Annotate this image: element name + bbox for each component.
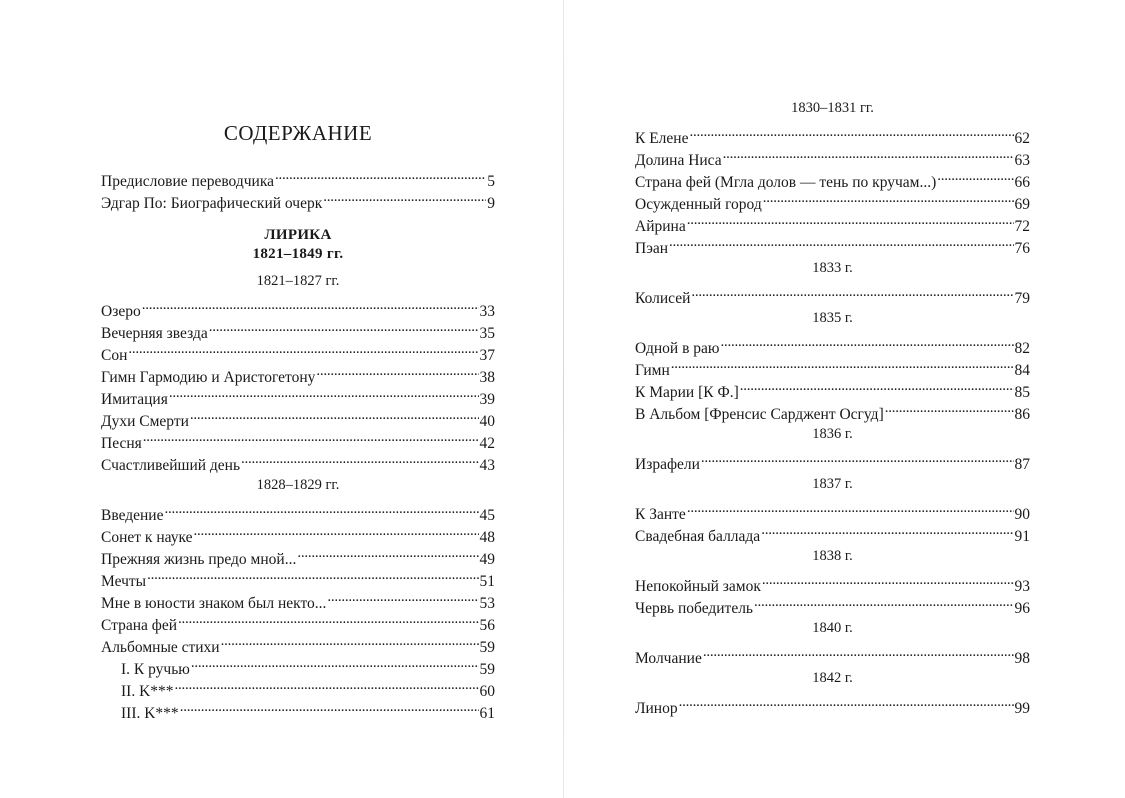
year-heading: 1836 г.: [812, 426, 853, 442]
toc-group-1838: [635, 569, 1030, 617]
front-matter-list: [101, 164, 495, 212]
entry-title: Израфели: [635, 456, 700, 473]
entry-title: Вечерняя звезда: [101, 325, 208, 342]
entry-title: II. K***: [121, 683, 174, 700]
entry-title: Гимн: [635, 362, 670, 379]
entry-page: 38: [479, 369, 495, 386]
toc-entry[interactable]: [635, 691, 1030, 717]
entry-title: Альбомные стихи: [101, 639, 220, 656]
leader-dots: [323, 186, 486, 208]
entry-title: Духи Смерти: [101, 413, 189, 430]
leader-dots: [180, 696, 479, 718]
toc-group-1842: [635, 691, 1030, 717]
toc-entry[interactable]: [101, 360, 495, 386]
contents-title: СОДЕРЖАНИЕ: [223, 121, 373, 145]
leader-dots: [691, 281, 1013, 303]
leader-dots: [209, 316, 479, 338]
entry-page: 33: [479, 303, 495, 320]
leader-dots: [671, 353, 1014, 375]
leader-dots: [763, 187, 1014, 209]
leader-dots: [689, 121, 1013, 143]
toc-group-1837: [635, 497, 1030, 545]
entry-page: 82: [1014, 340, 1030, 357]
entry-title: Прежняя жизнь предо мной...: [101, 551, 297, 568]
section-years: 1821–1849 гг.: [252, 246, 344, 262]
entry-title: Айрина: [635, 218, 686, 235]
entry-title: Свадебная баллада: [635, 528, 761, 545]
toc-group-1840: [635, 641, 1030, 667]
leader-dots: [193, 520, 478, 542]
entry-title: Эдгар По: Биографический очерк: [101, 195, 323, 212]
entry-page: 5: [487, 173, 495, 190]
entry-page: 69: [1014, 196, 1030, 213]
leader-dots: [687, 209, 1014, 231]
entry-page: 35: [479, 325, 495, 342]
leader-dots: [327, 586, 478, 608]
entry-page: 85: [1014, 384, 1030, 401]
entry-page: 86: [1014, 406, 1030, 423]
entry-title: Мечты: [101, 573, 147, 590]
year-heading: 1840 г.: [812, 620, 853, 636]
entry-title: III. K***: [121, 705, 179, 722]
year-heading: 1838 г.: [812, 548, 853, 564]
leader-dots: [740, 375, 1014, 397]
entry-page: 63: [1014, 152, 1030, 169]
leader-dots: [762, 569, 1014, 591]
entry-title: Сон: [101, 347, 128, 364]
section-heading: ЛИРИКА: [264, 227, 332, 243]
leader-dots: [937, 165, 1013, 187]
year-heading: 1828–1829 гг.: [256, 477, 340, 493]
toc-entry[interactable]: [101, 564, 495, 590]
year-heading: 1835 г.: [812, 310, 853, 326]
leader-dots: [316, 360, 478, 382]
entry-page: 91: [1014, 528, 1030, 545]
entry-page: 93: [1014, 578, 1030, 595]
toc-entry[interactable]: [635, 641, 1030, 667]
toc-entry[interactable]: [635, 281, 1030, 307]
toc-group-1821-1827: [101, 294, 495, 474]
year-heading: 1830–1831 гг.: [791, 100, 874, 116]
entry-page: 84: [1014, 362, 1030, 379]
entry-page: 49: [479, 551, 495, 568]
entry-title: Счастливейший день: [101, 457, 241, 474]
toc-entry[interactable]: [101, 316, 495, 342]
entry-page: 79: [1014, 290, 1030, 307]
entry-title: В Альбом [Френсис Сарджент Осгуд]: [635, 406, 884, 423]
toc-group-1828-1829: [101, 498, 495, 722]
toc-entry[interactable]: [101, 164, 495, 190]
leader-dots: [723, 143, 1014, 165]
entry-title: К Занте: [635, 506, 686, 523]
leader-dots: [128, 338, 478, 360]
leader-dots: [754, 591, 1013, 613]
entry-page: 51: [479, 573, 495, 590]
entry-title: Червь победитель: [635, 600, 754, 617]
toc-entry[interactable]: [101, 448, 495, 474]
leader-dots: [142, 294, 479, 316]
toc-group-1835: [635, 331, 1030, 423]
leader-dots: [297, 542, 478, 564]
leader-dots: [147, 564, 478, 586]
entry-page: 53: [479, 595, 495, 612]
leader-dots: [701, 447, 1014, 469]
entry-page: 45: [479, 507, 495, 524]
entry-title: Одной в раю: [635, 340, 720, 357]
entry-title: Мне в юности знаком был некто...: [101, 595, 327, 612]
entry-page: 96: [1014, 600, 1030, 617]
entry-page: 42: [479, 435, 495, 452]
entry-title: Введение: [101, 507, 164, 524]
entry-page: 9: [487, 195, 495, 212]
leader-dots: [191, 652, 479, 674]
entry-title: Гимн Гармодию и Аристогетону: [101, 369, 316, 386]
entry-page: 99: [1014, 700, 1030, 717]
year-heading: 1833 г.: [812, 260, 853, 276]
entry-page: 90: [1014, 506, 1030, 523]
toc-entry[interactable]: [635, 519, 1030, 545]
leader-dots: [885, 397, 1014, 419]
entry-page: 39: [479, 391, 495, 408]
entry-page: 76: [1014, 240, 1030, 257]
leader-dots: [241, 448, 478, 470]
entry-title: К Елене: [635, 130, 689, 147]
entry-page: 66: [1014, 174, 1030, 191]
leader-dots: [679, 691, 1014, 713]
leader-dots: [178, 608, 479, 630]
toc-entry[interactable]: [635, 353, 1030, 379]
entry-title: Страна фей: [101, 617, 177, 634]
toc-entry[interactable]: [635, 569, 1030, 595]
entry-page: 56: [479, 617, 495, 634]
entry-page: 61: [479, 705, 495, 722]
entry-title: Имитация: [101, 391, 168, 408]
toc-entry[interactable]: [635, 331, 1030, 357]
leader-dots: [143, 426, 479, 448]
entry-title: Долина Ниса: [635, 152, 722, 169]
toc-entry[interactable]: [101, 586, 495, 612]
toc-group-1836: [635, 447, 1030, 473]
leader-dots: [190, 404, 479, 426]
toc-entry[interactable]: [635, 209, 1030, 235]
year-heading: 1842 г.: [812, 670, 853, 686]
right-page: [635, 93, 1030, 717]
entry-title: Сонет к науке: [101, 529, 193, 546]
leader-dots: [721, 331, 1014, 353]
entry-page: 87: [1014, 456, 1030, 473]
entry-page: 72: [1014, 218, 1030, 235]
entry-title: Непокойный замок: [635, 578, 761, 595]
toc-entry[interactable]: [635, 121, 1030, 147]
leader-dots: [761, 519, 1013, 541]
leader-dots: [687, 497, 1014, 519]
entry-page: 98: [1014, 650, 1030, 667]
page-gutter: [563, 0, 564, 798]
year-heading: 1837 г.: [812, 476, 853, 492]
entry-title: Озеро: [101, 303, 141, 320]
toc-entry[interactable]: [101, 498, 495, 524]
entry-title: Молчание: [635, 650, 702, 667]
toc-entry[interactable]: [635, 497, 1030, 523]
entry-title: Предисловие переводчика: [101, 173, 275, 190]
toc-entry[interactable]: [635, 375, 1030, 401]
entry-page: 59: [479, 661, 495, 678]
leader-dots: [221, 630, 479, 652]
leader-dots: [703, 641, 1014, 663]
toc-entry[interactable]: [635, 231, 1030, 257]
leader-dots: [669, 231, 1013, 253]
entry-title: I. К ручью: [121, 661, 190, 678]
entry-page: 37: [479, 347, 495, 364]
leader-dots: [275, 164, 486, 186]
year-heading: 1821–1827 гг.: [256, 273, 340, 289]
toc-entry[interactable]: [101, 294, 495, 320]
toc-entry[interactable]: [101, 338, 495, 364]
entry-page: 59: [479, 639, 495, 656]
leader-dots: [164, 498, 478, 520]
entry-page: 62: [1014, 130, 1030, 147]
entry-title: Песня: [101, 435, 142, 452]
entry-title: Осужденный город: [635, 196, 762, 213]
toc-group-1830-1831: [635, 121, 1030, 257]
entry-title: Пэан: [635, 240, 669, 257]
entry-title: Страна фей (Мгла долов — тень по кручам...): [635, 174, 937, 191]
entry-page: 60: [479, 683, 495, 700]
leader-dots: [169, 382, 479, 404]
leader-dots: [175, 674, 479, 696]
entry-title: Линор: [635, 700, 678, 717]
entry-page: 43: [479, 457, 495, 474]
left-page: [101, 118, 495, 722]
toc-entry[interactable]: [635, 143, 1030, 169]
toc-entry[interactable]: [101, 426, 495, 452]
entry-title: К Марии [К Ф.]: [635, 384, 739, 401]
entry-page: 48: [479, 529, 495, 546]
toc-entry[interactable]: [635, 447, 1030, 473]
entry-page: 40: [479, 413, 495, 430]
entry-title: Колисей: [635, 290, 691, 307]
toc-group-1833: [635, 281, 1030, 307]
